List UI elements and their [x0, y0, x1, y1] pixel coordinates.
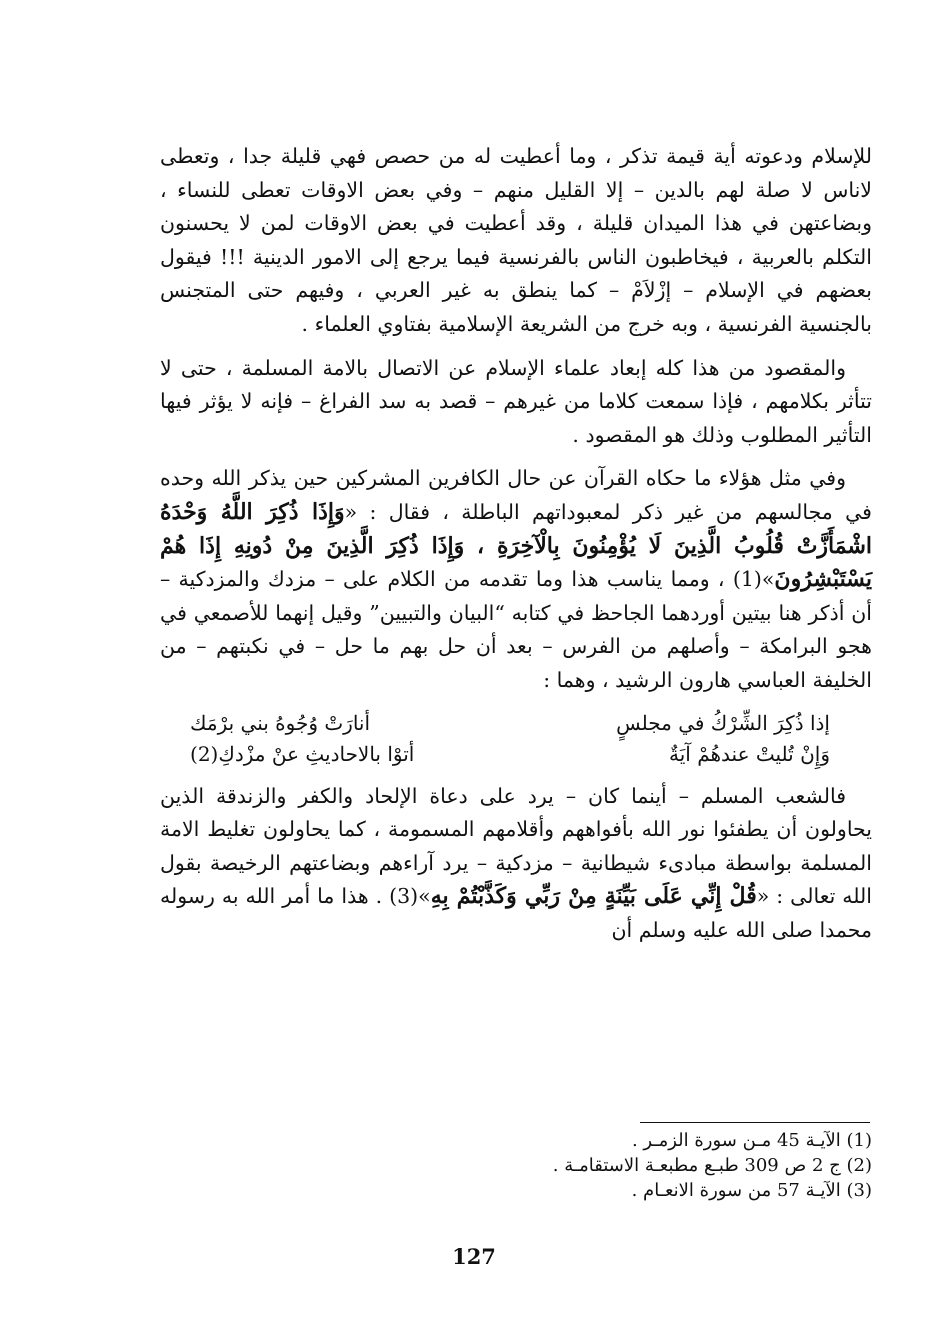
- footnote-1: (1) الآيـة 45 مـن سورة الزمـر .: [631, 1130, 872, 1151]
- poem-first-hemistich: إذا ذُكِرَ الشِّرْكُ في مجلسٍ: [616, 710, 830, 735]
- poem: [160, 708, 872, 770]
- poem-first-hemistich: وَإِنْ تُليتْ عندهُمْ آيَةٌ: [668, 741, 830, 766]
- page-number: 127: [452, 1244, 496, 1269]
- quran-verse-zumar: وَإِذَا ذُكِرَ اللَّهُ وَحْدَهُ اشْمَأَزَّتْ قُلُوبُ الَّذِينَ لَا يُؤْمِنُونَ بِالْآخِرَةِ ، وَإِذَا ذُكِرَ الَّذِينَ مِنْ دُونِهِ إِذَا هُمْ يَسْتَبْشِرُونَ: [160, 498, 872, 593]
- paragraph-4: [160, 780, 872, 948]
- poem-second-hemistich: أنارَتْ وُجُوهُ بني برْمَك: [190, 710, 371, 735]
- footnote-divider: [640, 1122, 870, 1123]
- paragraph-2: والمقصود من هذا كله إبعاد علماء الإسلام عن الاتصال بالامة المسلمة ، حتى لا تتأثر بكلامهم ، فإذا سمعت كلاما من غيرهم – قصد به سد الفراغ – فإنه لا يؤثر فيها التأثير المطلوب وذلك هو المقصود .: [160, 355, 872, 447]
- poem-verse: [160, 739, 872, 770]
- paragraph-3-intro: وفي مثل هؤلاء ما حكاه القرآن عن حال الكافرين المشركين حين يذكر الله وحده في مجالسهم من غير ذكر لمعبوداتهم الباطلة ، فقال : «: [160, 466, 872, 524]
- poem-verse: [160, 708, 872, 739]
- footnote-3: (3) الآيـة 57 من سورة الانعـام .: [631, 1180, 872, 1201]
- paragraph-3: [160, 462, 872, 697]
- paragraph-3-rest: »(1) ، ومما يناسب هذا وما تقدمه من الكلام على – مزدك والمزدكية – أن أذكر هنا بيتين أوردهما الجاحظ في كتابه “البيان والتبيين” وقيل إنهما للأصمعي في هجو البرامكة – وأصلهم من الفرس – بعد أن حل بهم ما حل – في نكبتهم – من الخليفة العباسي هارون الرشيد ، وهما :: [160, 567, 872, 692]
- paragraph-1: للإسلام ودعوته أية قيمة تذكر ، وما أعطيت له من حصص فهي قليلة جدا ، وتعطى لاناس لا صلة لهم بالدين – إلا القليل منهم – وفي بعض الاوقات تعطى للنساء ، وبضاعتهن في هذا الميدان قليلة ، وقد أعطيت في بعض الاوقات لمن لا يحسنون التكلم بالعربية ، فيخاطبون الناس بالفرنسية فيما يرجع إلى الامور الدينية !!! فيقول بعضهم في الإسلام – إزْلاَمْ – كما ينطق به غير العربي ، وفيهم حتى المتجنس بالجنسية الفرنسية ، وبه خرج من الشريعة الإسلامية بفتاوي العلماء .: [160, 144, 872, 336]
- poem-second-hemistich: أتوْا بالاحاديثِ عنْ مزْدكِ(2): [190, 741, 415, 766]
- page-body: [160, 140, 872, 957]
- quran-verse-anam: قُلْ إِنِّي عَلَى بَيِّنَةٍ مِنْ رَبِّي وَكَذَّبْتُمْ بِهِ: [430, 883, 757, 910]
- footnote-2: (2) ج 2 ص 309 طبـع مطبعـة الاستقامـة .: [552, 1155, 872, 1176]
- footnotes: [172, 1128, 872, 1203]
- paragraph-4-intro: فالشعب المسلم – أينما كان – يرد على دعاة الإلحاد والكفر والزندقة الذين يحاولون أن يطفئوا نور الله بأفواههم وأقلامهم المسمومة ، كما يحاولون تغليط الامة المسلمة بواسطة مبادىء شيطانية – مزدكية – يرد آراءهم وبضاعتهم الرخيصة بقول الله تعالى : «: [160, 783, 872, 909]
- paragraph-4-rest: »(3) . هذا ما أمر الله به رسوله محمدا صلى الله عليه وسلم أن: [160, 884, 872, 942]
